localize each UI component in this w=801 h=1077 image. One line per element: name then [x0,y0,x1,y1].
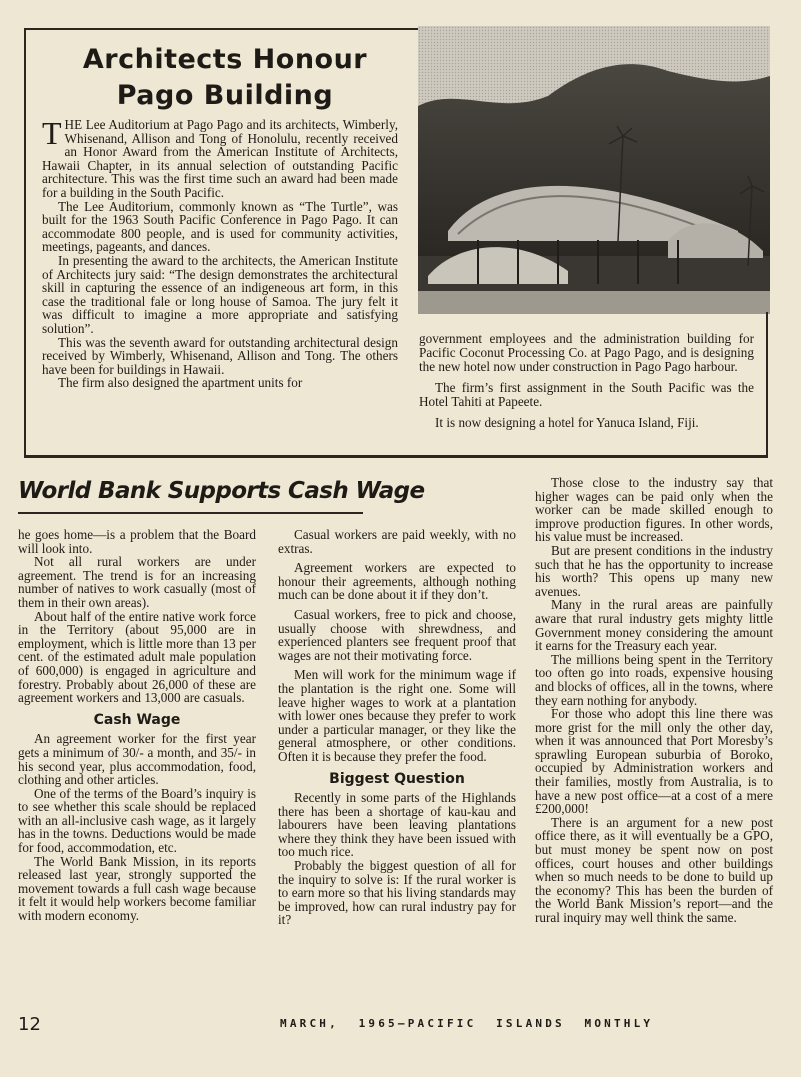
article-paragraph: government employees and the administration building for Pacific Coconut Processing Co. at Pago Pago, and is designing the new hotel now under construction in Pago Pago harbour. [419,331,754,374]
article-paragraph: But are present conditions in the industry such that he has the opportunity to increase his worth? This opens up many new avenues. [535,542,773,599]
photo-border [766,312,768,457]
article-paragraph: The Lee Auditorium, commonly known as “The Turtle”, was built for the 1963 South Pacific Conference in Pago Pago. It can accommodate 800 people, and is used for community activities, meetings, pageants, and dances. [42,198,398,255]
column-2 [278,528,516,927]
article-paragraph: Recently in some parts of the Highlands there has been a shortage of kau-kau and labourers have been leaving plantations where they think they have been issued with too much rice. [278,790,516,860]
article-paragraph: THE Lee Auditorium at Pago Pago and its architects, Wimberly, Whisenand, Allison and Tong of Honolulu, recently received an Honor Award from the American Institute of Architects, Hawaii Chapter, in its annual selection of outstanding Pacific architecture. This was the first time such an award had been made for a building in the South Pacific. [42,115,398,200]
article-paragraph: It is now designing a hotel for Yanuca Island, Fiji. [435,414,699,430]
column-1 [18,528,256,923]
photo-image [418,26,770,314]
drop-cap: T [42,115,62,151]
article-paragraph: About half of the entire native work force in the Territory (about 95,000 are in employment, which is little more than 13 per cent. of the estimated adult male population of 600,000) is engaged in agriculture and forestry. Probably about 26,000 of these are agreement workers and 13,000 are casuals. [18,608,256,706]
auditorium-photo [418,26,770,314]
running-title: MARCH, 1965—PACIFIC ISLANDS MONTHLY [280,1017,654,1030]
article-paragraph: One of the terms of the Board’s inquiry is to see whether this scale should be replaced with an all-inclusive cash wage, as it largely has in the towns. Deductions would be made for food, accommodation, etc. [18,785,256,856]
article-title-line2: Pago Building [116,80,334,111]
page-footer [18,1014,778,1036]
article-paragraph: In presenting the award to the architects, the American Institute of Architects jury said: “The design demonstrates the architectural skill in capturing the essence of an indigeneous art form, in this case the traditional fale or long house of Samoa. The jury felt it was difficult to imagine a more appropriate and satisfying solution”. [42,252,398,336]
article-paragraph: he goes home—is a problem that the Board will look into. [18,527,256,556]
article-paragraph: This was the seventh award for outstanding architectural design received by Wimberly, Whisenand, Allison and Tong. The others have been for buildings in Hawaii. [42,334,398,377]
article-paragraph: For those who adopt this line there was more grist for the mill only the other day, when it was announced that Port Moresby’s sprawling European suburbia of Boroko, occupied by Administration workers and their families, mostly from Australia, is to have a new post office—at a cost of a mere £200,000! [535,706,773,817]
article-title-line1: Architects Honour [82,44,368,75]
column-3 [535,476,773,925]
article-paragraph: There is an argument for a new post office there, as it will eventually be a GPO, but must money be spent now on post offices, court houses and other buildings when so much needs to be done to build up the economy? This has been the burden of the World Bank Mission’s report—and the rural inquiry may well think the same. [535,814,773,925]
article-paragraph: Casual workers are paid weekly, with no extras. [278,527,516,556]
article-paragraph: Agreement workers are expected to honour their agreements, although nothing much can be done about it if they don’t. [278,560,516,603]
article-paragraph: The firm also designed the apartment units for [58,375,303,391]
subheading-biggest-question: Biggest Question [329,770,465,787]
article-paragraph: Not all rural workers are under agreement. The trend is for an increasing number of natives to work casually (most of them in their own areas). [18,554,256,610]
article-title-2: World Bank Supports Cash Wage [18,478,425,504]
article-paragraph: An agreement worker for the first year gets a minimum of 30/- a month, and 35/- in his second year, plus accommodation, food, clothing and other articles. [18,731,256,788]
article-paragraph: Those close to the industry say that higher wages can be paid only when the worker can be made skilled enough to improve production figures. In other words, his value must be increased. [535,475,773,545]
article-paragraph: The firm’s first assignment in the South Pacific was the Hotel Tahiti at Papeete. [419,380,754,410]
article-body-left [42,115,398,391]
subheading-cash-wage: Cash Wage [93,711,181,728]
article-paragraph: The World Bank Mission, in its reports released last year, strongly supported the movement towards a full cash wage because it felt it would help workers become familiar with modern economy. [18,853,256,924]
article-paragraph: The millions being spent in the Territory too often go into roads, expensive housing and blocks of offices, all in the towns, where they earn nothing for anybody. [535,651,773,708]
article-body-right [419,332,754,437]
page-number: 12 [18,1014,41,1035]
article-paragraph: Probably the biggest question of all for the inquiry to solve is: If the rural worker is to earn more so that his living standards may be improved, how can rural industry pay for it? [278,858,516,928]
article-paragraph: Casual workers, free to pick and choose, usually choose with shrewdness, and experienced planters see frequent proof that wages are not their motivating force. [278,606,516,663]
article-paragraph: Men will work for the minimum wage if the plantation is the right one. Some will leave higher wages to work at a plantation with lower ones because they prefer to work under a particular manager, or they like the general atmosphere, or other conditions. Often it is because they prefer the food. [278,667,516,764]
article-paragraph: Many in the rural areas are painfully aware that rural industry gets mighty little Government money considering the amount it earns for the Treasury each year. [535,597,773,654]
feature-box-rule [24,455,768,458]
title-underline [18,512,363,514]
article-title [30,42,420,114]
